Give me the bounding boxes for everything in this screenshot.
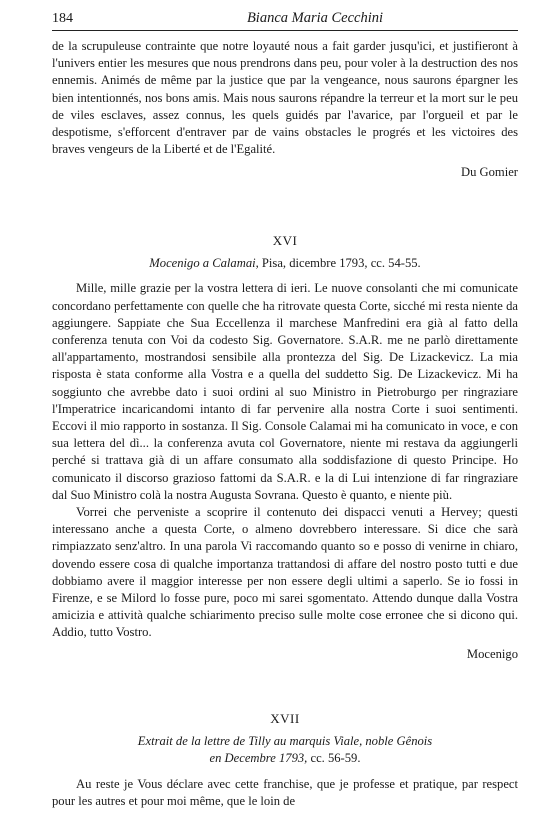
letter-continuation xyxy=(52,38,518,182)
signature-du-gomier: Du Gomier xyxy=(460,165,518,180)
signature-mocenigo: Mocenigo xyxy=(466,646,518,661)
paragraph: Au reste je Vous déclare avec cette franchise, que je professe et pratique, par respect pour les autres et pour moi même, que le loin de xyxy=(52,776,518,808)
paragraph: Mille, mille grazie per la vostra lettera di ieri. Le nuove consolanti che mi comunicate concordano perfettamente con quelle che ha ritrovate questa Corte, sicché mi resta niente da aggiungere. Sappiate che Sua Eccellenza il marchese Manfredini era già al fatto della conferenza tenuta con Voi da codesto Sig. Governatore. S.A.R. me ne parlò direttamente all'appartamento, mostrandosi sensibile alla prontezza del Sig. De Lizackevicz. La mia risposta è stata conforme alla Vostra e a quella del suddetto Sig. De Lizackevicz. Mi ha soggiunto che avrebbe dato i suoi ordini al suo Ministro in Pietroburgo per ringraziare l'Imperatrice incaricandomi intanto di far pervenire alla nostra Corte i suoi sentimenti. Eccovi il mio rapporto in sostanza. Il Sig. Console Calamai mi ha comunicato in voce, e con sua lettera del dì... la conferenza avuta col Governatore, niente mi restava da aggiungerli perché si trattava già di un affare consumato alla soddisfazione di questo Principe. Ho comunicato il discorso grazioso fattomi da S.A.R. e la di Lui intenzione di far ringraziare dal Suo Ministro colà la nostra Augusta Sovrana. Questo è quanto, e niente più. xyxy=(52,281,518,502)
section-title xyxy=(52,255,518,272)
section-title-line2 xyxy=(52,750,518,767)
page-header xyxy=(52,8,518,31)
section-title-italic: en Decembre 1793, xyxy=(209,751,308,766)
section-xvii xyxy=(52,710,518,810)
section-title-italic: Mocenigo a Calamai, xyxy=(149,256,259,271)
section-number: XVII xyxy=(270,711,300,726)
paragraph: Vorrei che perveniste a scoprire il contenuto dei dispacci venuti a Hervey; questi interessano anche a questa Corte, o almeno dovrebbero interessare. Si dice che sarà rimpiazzato senz'altro. In una parola Vi raccomando quanto so e posso di venirne in chiaro, dovendo essere cosa di qualche importanza trattandosi di affare del nostro posto tutti e due dobbiamo avere il maggior interesse per non essere degli ultimi a saperlo. Se io fossi in Firenze, e se Milord lo fosse pure, poco mi sarei sgomentato. Attendo dunque dalla Vostra amicizia e attività qualche schiarimento preciso sulle molte cose erronee che si dicono qui. Addio, tutto Vostro. xyxy=(52,505,518,640)
paragraph: de la scrupuleuse contrainte que notre loyauté nous a fait garder jusqu'ici, et justifieront à l'univers entier les mesures que nous prendrons dans peu, pour voler à la destruction des nos ennemis. Animés de même par la justice que par la vengeance, nous saurons épargner les bien intentionnés, nos bons amis. Mais nous saurons répandre la terreur et la mort sur le peu de viles esclaves, assez connus, les quels guidés par l'avarice, par l'orgueil et par le despotisme, s'efforcent d'entraver par de vains obstacles le progrés et les victoires des braves vengeurs de la Liberté et de l'Egalité. xyxy=(52,39,518,157)
page-number: 184 xyxy=(52,11,73,26)
section-xvi xyxy=(52,232,518,663)
section-number: XVI xyxy=(272,233,298,248)
section-title-line1: Extrait de la lettre de Tilly au marquis Viale, noble Gênois xyxy=(137,734,433,749)
running-head: Bianca Maria Cecchini xyxy=(246,10,384,26)
section-title-rest: cc. 56-59. xyxy=(307,751,361,766)
section-title-rest: Pisa, dicembre 1793, cc. 54-55. xyxy=(258,256,421,271)
